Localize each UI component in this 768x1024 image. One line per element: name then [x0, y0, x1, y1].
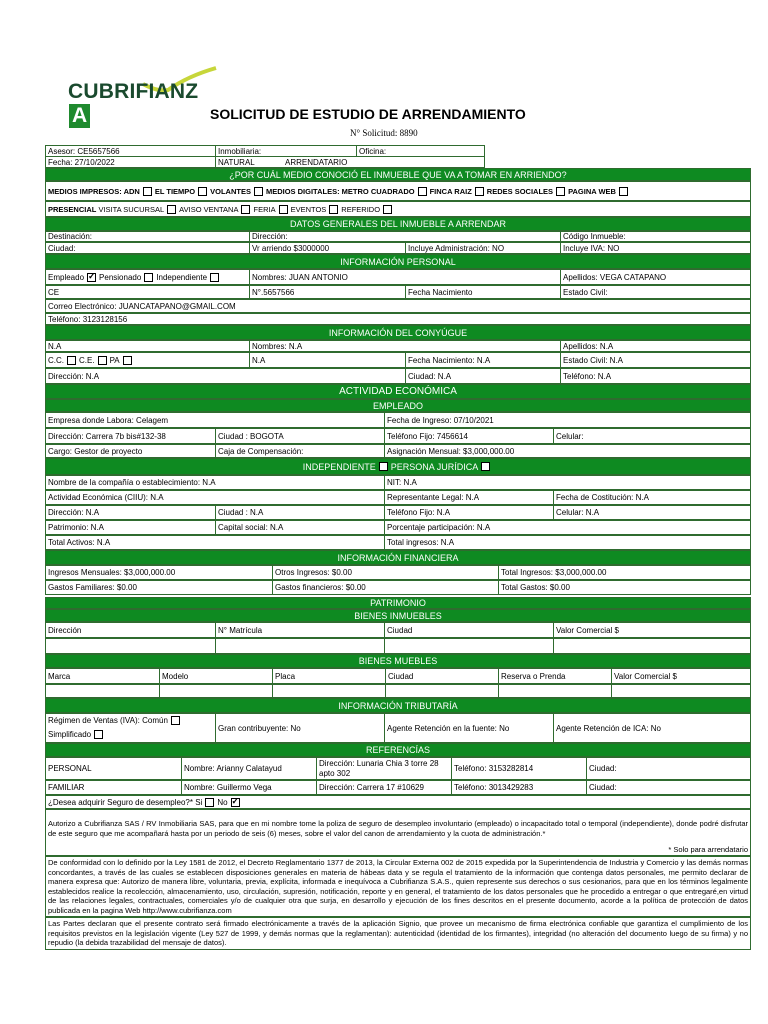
conyuge-nombres-field: Nombres: N.A [249, 341, 560, 351]
empleado-row-2 [45, 428, 751, 444]
volantes-checkbox[interactable] [254, 187, 263, 196]
medio-row-2 [45, 201, 751, 217]
ref-ciudad-1: Ciudad: [586, 758, 748, 779]
ref-tipo-personal: PERSONAL [48, 764, 92, 773]
empleado-band: EMPLEADO [45, 399, 751, 412]
asignacion-field: Asignación Mensual: $3,000,000.00 [384, 445, 750, 457]
ref-ciudad-2: Ciudad: [586, 781, 748, 794]
empleado-row-3 [45, 444, 751, 458]
inmueble-col-valor: Valor Comercial $ [553, 623, 750, 637]
juridica-band-label: PERSONA JURÍDICA [390, 461, 479, 472]
redes-label: REDES SOCIALES [486, 186, 554, 196]
empty-cell [498, 685, 611, 697]
mueble-col-marca: Marca [48, 671, 71, 681]
empleado-row-1 [45, 412, 751, 428]
patrimonio-band: PATRIMONIO [45, 597, 751, 609]
habeas-data-paragraph: De conformidad con lo definido por la Ley 1581 de 2012, el Decreto Reglamentario 1377 de 2013, la Circular Externa 002 de 2015 expedida por la Superintendencia de Industria y Comercio y las demás normas concordantes, a través de las cuales se establecen disposiciones generales en materia de hábeas data y se regula el tratamiento de la información que contenga datos personales, me permito declarar de manera expresa que: Autorizo de manera libre, voluntaria, previa, explícita, informada e inequívoca a Cubrifianza S.A.S., quien represente sus derechos o sus cesionarios, para que en los términos legalmente establecidos realice la recolección, almacenamiento, uso, circulación, supresión, notificación, reporte y en general, el tratamiento de los datos personales que he procedido a entregar o que entregaré,en virtud de las relaciones legales, contractuales, comerciales y/o de cualquier otra que surja, en desarrollo y ejecución de los fines descritos en el presente documento, acorde a la política de protección de datos publicada en la pagina Web http://www.cubrifianza.com [45, 856, 751, 917]
inmueble-col-matricula: N° Matrícula [215, 623, 384, 637]
empty-cell [553, 639, 750, 653]
oficina-field: Oficina: [356, 146, 484, 156]
referencia-familiar-row [45, 780, 751, 795]
conyuge-row-3 [45, 368, 751, 384]
empty-cell [46, 639, 215, 653]
personal-row-2 [45, 285, 751, 299]
conyuge-na-field: N.A [48, 341, 62, 351]
indep-row-4 [45, 520, 751, 535]
cargo-field: Cargo: Gestor de proyecto [48, 446, 143, 456]
referido-label: REFERIDO [341, 204, 381, 214]
capital-field: Capital social: N.A [215, 521, 384, 534]
tributaria-band: INFORMACIÓN TRIBUTARÍA [45, 698, 751, 713]
empty-cell [46, 685, 159, 697]
logo-last-letter: A [69, 104, 90, 128]
redes-checkbox[interactable] [556, 187, 565, 196]
feria-label: FERIA [253, 204, 276, 214]
empty-cell [385, 685, 498, 697]
ref-telefono-1: Teléfono: 3153282814 [451, 758, 586, 779]
celular-field: Celular: [553, 429, 750, 443]
inmueble-ciudad-field: Ciudad: [48, 243, 76, 253]
patrimonio-field: Patrimonio: N.A [48, 523, 105, 532]
admin-field: Incluye Administración: NO [405, 243, 560, 253]
ref-direccion-1: Dirección: Lunaria Chia 3 torre 28 apto 302 [316, 758, 451, 779]
independiente-checkbox[interactable] [210, 273, 219, 282]
indep-telefono-field: Teléfono Fijo: N.A [384, 506, 553, 519]
pa-checkbox[interactable] [123, 356, 132, 365]
inmueble-col-ciudad: Ciudad [384, 623, 553, 637]
feria-checkbox[interactable] [279, 205, 288, 214]
fecha-const-field: Fecha de Costitución: N.A [553, 491, 750, 504]
caja-field: Caja de Compensación: [215, 445, 384, 457]
inmobiliaria-field: Inmobiliaria: [215, 146, 356, 156]
conyuge-doc-field [46, 353, 249, 367]
mueble-col-reserva: Reserva o Prenda [498, 669, 611, 683]
pensionado-label: Pensionado [99, 272, 142, 282]
web-label: PAGINA WEB [568, 186, 616, 196]
eventos-checkbox[interactable] [329, 205, 338, 214]
ocupacion-field [46, 270, 249, 284]
conyuge-ciudad-field: Ciudad: N.A [405, 369, 560, 383]
indep-row-3 [45, 505, 751, 520]
autorizo-text: Autorizo a Cubrifianza SAS / RV Inmobiliaria SAS, para que en mi nombre tome la poliza de seguro de desempleo involuntario (empleado) o incapacitado total o temporal (independiente), donde podré disfrutar de este seguro que me acompañará hasta por un periodo de seis (6) meses, sobre el valor del canon de arrendamiento y la cuota de administración.* [48, 819, 748, 838]
fecha-field: Fecha: 27/10/2022 [48, 157, 115, 167]
page-title: SOLICITUD DE ESTUDIO DE ARRENDAMIENTO [210, 106, 526, 122]
solo-arrendatario-note: * Solo para arrendatario [668, 844, 748, 854]
aviso-checkbox[interactable] [241, 205, 250, 214]
medios-impresos-label: MEDIOS IMPRESOS: ADN [48, 186, 140, 196]
simplificado-label: Simplificado [48, 730, 92, 739]
indep-direccion-field: Dirección: N.A [48, 508, 100, 517]
inmuebles-band: BIENES INMUEBLES [45, 609, 751, 622]
numero-doc-field: N°.5657566 [249, 286, 405, 298]
empty-cell [272, 685, 385, 697]
visita-checkbox[interactable] [167, 205, 176, 214]
muebles-header-row [45, 668, 751, 684]
inmueble-col-direccion: Dirección [48, 625, 82, 635]
empty-cell [215, 639, 384, 653]
ref-tipo-familiar: FAMILIAR [48, 783, 85, 792]
gastos-financieros-field: Gastos financieros: $0.00 [272, 581, 498, 594]
inmuebles-header-row [45, 622, 751, 638]
ciiu-field: Actividad Económica (CIIU): N.A [48, 493, 164, 502]
independiente-label: Independiente [156, 272, 208, 282]
header-row-2 [45, 156, 485, 168]
asesor-field: Asesor: CE5657566 [48, 146, 120, 156]
activos-field: Total Activos: N.A [48, 538, 111, 547]
arrendatario-field: ARRENDATARIO [285, 157, 348, 167]
total-gastos-field: Total Gastos: $0.00 [498, 581, 750, 594]
comun-checkbox[interactable] [171, 716, 180, 725]
empty-cell [159, 685, 272, 697]
independiente-band-checkbox[interactable] [379, 462, 388, 471]
referido-checkbox[interactable] [383, 205, 392, 214]
financiera-row-1 [45, 565, 751, 580]
tiempo-label: EL TIEMPO [154, 186, 196, 196]
seguro-autorizo-box [45, 809, 751, 856]
seguro-no-label: No [217, 797, 228, 807]
actividad-band: ACTIVIDAD ECONÓMICA [45, 384, 751, 399]
indep-row-5 [45, 535, 751, 550]
correo-field: Correo Electrónico: JUANCATAPANO@GMAIL.COM [48, 301, 236, 311]
empleo-direccion-field: Dirección: Carrera 7b bis#132-38 [48, 431, 166, 441]
tipo-doc-field: CE [48, 287, 60, 297]
visita-label: VISITA SUCURSAL [98, 204, 165, 214]
juridica-band-checkbox[interactable] [481, 462, 490, 471]
medio-band: ¿POR CUÁL MEDIO CONOCIÓ EL INMUEBLE QUE VA A TOMAR EN ARRIENDO? [45, 168, 751, 181]
empleado-checkbox[interactable] [87, 273, 96, 282]
conyuge-row-1 [45, 340, 751, 352]
ce-checkbox[interactable] [98, 356, 107, 365]
tiempo-checkbox[interactable] [198, 187, 207, 196]
presencial-label: PRESENCIAL [48, 204, 97, 214]
iva-field: Incluye IVA: NO [560, 243, 750, 253]
referencia-personal-row [45, 757, 751, 780]
inmueble-row-1 [45, 231, 751, 242]
indep-ciudad-field: Ciudad : N.A [215, 506, 384, 519]
gran-contribuyente-field: Gran contribuyente: No [215, 714, 384, 742]
conyuge-estado-field: Estado Civil: N.A [560, 353, 750, 367]
mueble-col-valor: Valor Comercial $ [611, 669, 750, 683]
conyuge-direccion-field: Dirección: N.A [48, 371, 100, 381]
regimen-field [46, 714, 215, 742]
ingresos-mensuales-field: Ingresos Mensuales: $3,000,000.00 [48, 568, 176, 577]
retencion-fuente-field: Agente Retención en la fuente: No [384, 714, 553, 742]
empresa-field: Empresa donde Labora: Celagem [48, 415, 169, 425]
gastos-familiares-field: Gastos Familiares: $0.00 [48, 583, 137, 592]
conyuge-apellidos-field: Apellidos: N.A [560, 341, 750, 351]
retencion-ica-field: Agente Retención de ICA: No [553, 714, 750, 742]
simplificado-checkbox[interactable] [94, 730, 103, 739]
telefono-fijo-field: Teléfono Fijo: 7456614 [384, 429, 553, 443]
web-checkbox[interactable] [619, 187, 628, 196]
nombre-compania-field: Nombre de la compañía o establecimiento: N.A [48, 478, 216, 487]
empty-cell [611, 685, 750, 697]
digitales-label: MEDIOS DIGITALES: METRO CUADRADO [265, 186, 415, 196]
adn-checkbox[interactable] [143, 187, 152, 196]
independiente-band-label: INDEPENDIENTE [302, 461, 376, 472]
personal-band: INFORMACIÓN PERSONAL [45, 254, 751, 269]
natural-field: NATURAL [215, 157, 283, 167]
conyuge-fecha-field: Fecha Nacimiento: N.A [405, 353, 560, 367]
mueble-col-placa: Placa [272, 669, 385, 683]
inmueble-direccion-field: Dirección: [249, 232, 560, 241]
tributaria-row [45, 713, 751, 743]
total-ingresos-field: Total Ingresos: $3,000,000.00 [498, 566, 750, 579]
conyuge-telefono-field: Teléfono: N.A [560, 369, 750, 383]
empleo-ciudad-field: Ciudad : BOGOTA [215, 429, 384, 443]
seguro-question: ¿Desea adquirir Seguro de desempleo?* Si [48, 797, 203, 807]
financiera-row-2 [45, 580, 751, 595]
destinacion-field: Destinación: [48, 232, 93, 241]
empty-cell [384, 639, 553, 653]
conyuge-band: INFORMACIÓN DEL CONYÚGUE [45, 325, 751, 340]
inmueble-band: DATOS GENERALES DEL INMUEBLE A ARRENDAR [45, 217, 751, 231]
cc-checkbox[interactable] [67, 356, 76, 365]
conyuge-row-2 [45, 352, 751, 368]
ref-nombre-2: Nombre: Guillermo Vega [181, 781, 316, 794]
otros-ingresos-field: Otros Ingresos: $0.00 [272, 566, 498, 579]
seguro-si-checkbox[interactable] [205, 798, 214, 807]
firma-electronica-paragraph: Las Partes declaran que el presente contrato será firmado electrónicamente a través de la aplicación Signio, que provee un mecanismo de firma electrónica confiable que garantiza el cumplimiento de los requisitos previstos en la legislación vigente (Ley 527 de 1999, y demás normas que la reglamentan): autenticidad (identidad de los firmantes), integridad (no alteración del documento luego de su firma) y no repudio (la debida trazabilidad del mensaje de datos). [45, 917, 751, 950]
estado-civil-field: Estado Civil: [560, 286, 750, 298]
seguro-row [45, 795, 751, 809]
cc-label: C.C. [48, 355, 64, 365]
arriendo-field: Vr arriendo $3000000 [249, 243, 405, 253]
fecha-nacimiento-field: Fecha Nacimiento [405, 286, 560, 298]
finca-label: FINCA RAIZ [429, 186, 472, 196]
nit-field: NIT: N.A [384, 476, 750, 489]
apellidos-field: Apellidos: VEGA CATAPANO [560, 270, 750, 284]
muebles-band: BIENES MUEBLES [45, 654, 751, 668]
volantes-label: VOLANTES [210, 186, 251, 196]
eventos-label: EVENTOS [290, 204, 327, 214]
indep-row-2 [45, 490, 751, 505]
medio-row-1 [45, 181, 751, 201]
ref-telefono-2: Teléfono: 3013429283 [451, 781, 586, 794]
finca-checkbox[interactable] [475, 187, 484, 196]
metro-cuadrado-checkbox[interactable] [418, 187, 427, 196]
financiera-band: INFORMACIÓN FINANCIERA [45, 550, 751, 565]
inmueble-row-2 [45, 242, 751, 254]
codigo-field: Código Inmueble: [560, 232, 750, 241]
solicitud-number: N° Solicitud: 8890 [350, 128, 418, 138]
porcentaje-field: Porcentaje participación: N.A [384, 521, 750, 534]
pensionado-checkbox[interactable] [144, 273, 153, 282]
fecha-ingreso-field: Fecha de Ingreso: 07/10/2021 [384, 413, 750, 427]
telefono-field: Teléfono: 3123128156 [48, 314, 128, 324]
cubrifianza-logo [68, 66, 210, 127]
seguro-no-checkbox[interactable] [231, 798, 240, 807]
ref-direccion-2: Dirección: Carrera 17 #10629 [316, 781, 451, 794]
inmuebles-empty-row [45, 638, 751, 654]
mueble-col-ciudad: Ciudad [385, 669, 498, 683]
personal-row-4 [45, 313, 751, 325]
ce-label: C.E. [79, 355, 95, 365]
conyuge-numero-field: N.A [249, 353, 405, 367]
mueble-col-modelo: Modelo [159, 669, 272, 683]
personal-row-3 [45, 299, 751, 313]
indep-celular-field: Celular: N.A [553, 506, 750, 519]
total-ingresos-na-field: Total ingresos: N.A [384, 536, 750, 549]
referencias-band: REFERENCÍAS [45, 743, 751, 757]
aviso-label: AVISO VENTANA [179, 204, 239, 214]
comun-label: Régimen de Ventas (IVA): Común [48, 716, 168, 725]
pa-label: PA [109, 355, 120, 365]
nombres-field: Nombres: JUAN ANTONIO [249, 270, 560, 284]
independiente-band [45, 458, 751, 475]
indep-row-1 [45, 475, 751, 490]
personal-row-1 [45, 269, 751, 285]
logo-text: CUBRIFIANZ [68, 80, 199, 103]
empleado-label: Empleado [48, 272, 85, 282]
rep-legal-field: Representante Legal: N.A [384, 491, 553, 504]
muebles-empty-row [45, 684, 751, 698]
ref-nombre-1: Nombre: Arianny Calatayud [181, 758, 316, 779]
